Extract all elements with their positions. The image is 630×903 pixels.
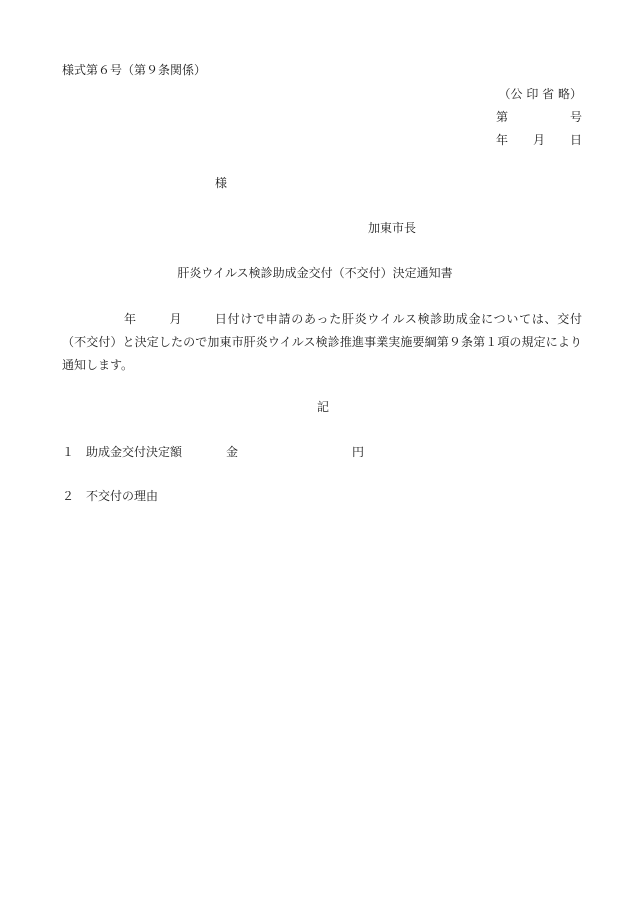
body-month: 月 [168, 312, 183, 326]
issue-date-line [496, 134, 582, 146]
addressee: 様 [215, 176, 228, 190]
document-title: 肝炎ウイルス検診助成金交付（不交付）決定通知書 [177, 266, 453, 280]
form-number: 様式第６号（第９条関係） [62, 63, 207, 77]
document-number-line [496, 111, 582, 123]
item-label: 不交付の理由 [86, 489, 159, 503]
issuer: 加東市長 [368, 221, 417, 235]
amount-suffix: 円 [352, 445, 365, 459]
item-non-grant-reason [62, 490, 158, 502]
date-month: 月 [532, 133, 545, 147]
date-day: 日 [569, 133, 582, 147]
body-text: 日付けで申請のあった肝炎ウイルス検診助成金については、交付（不交付）と決定したので加東市肝炎ウイルス検診推進事業実施要綱第９条第１項の規定により通知します。 [62, 312, 582, 372]
date-year: 年 [496, 133, 509, 147]
amount-prefix: 金 [226, 445, 239, 459]
notice-body [62, 308, 582, 377]
item-number: １ [62, 445, 75, 459]
number-prefix: 第 [496, 110, 509, 124]
item-grant-amount [62, 446, 364, 458]
ki-heading: 記 [316, 400, 329, 414]
number-suffix: 号 [569, 110, 582, 124]
item-label: 助成金交付決定額 [86, 445, 183, 459]
body-year: 年 [124, 312, 137, 326]
item-number: ２ [62, 489, 75, 503]
seal-omitted-note: （公 印 省 略） [498, 87, 582, 101]
